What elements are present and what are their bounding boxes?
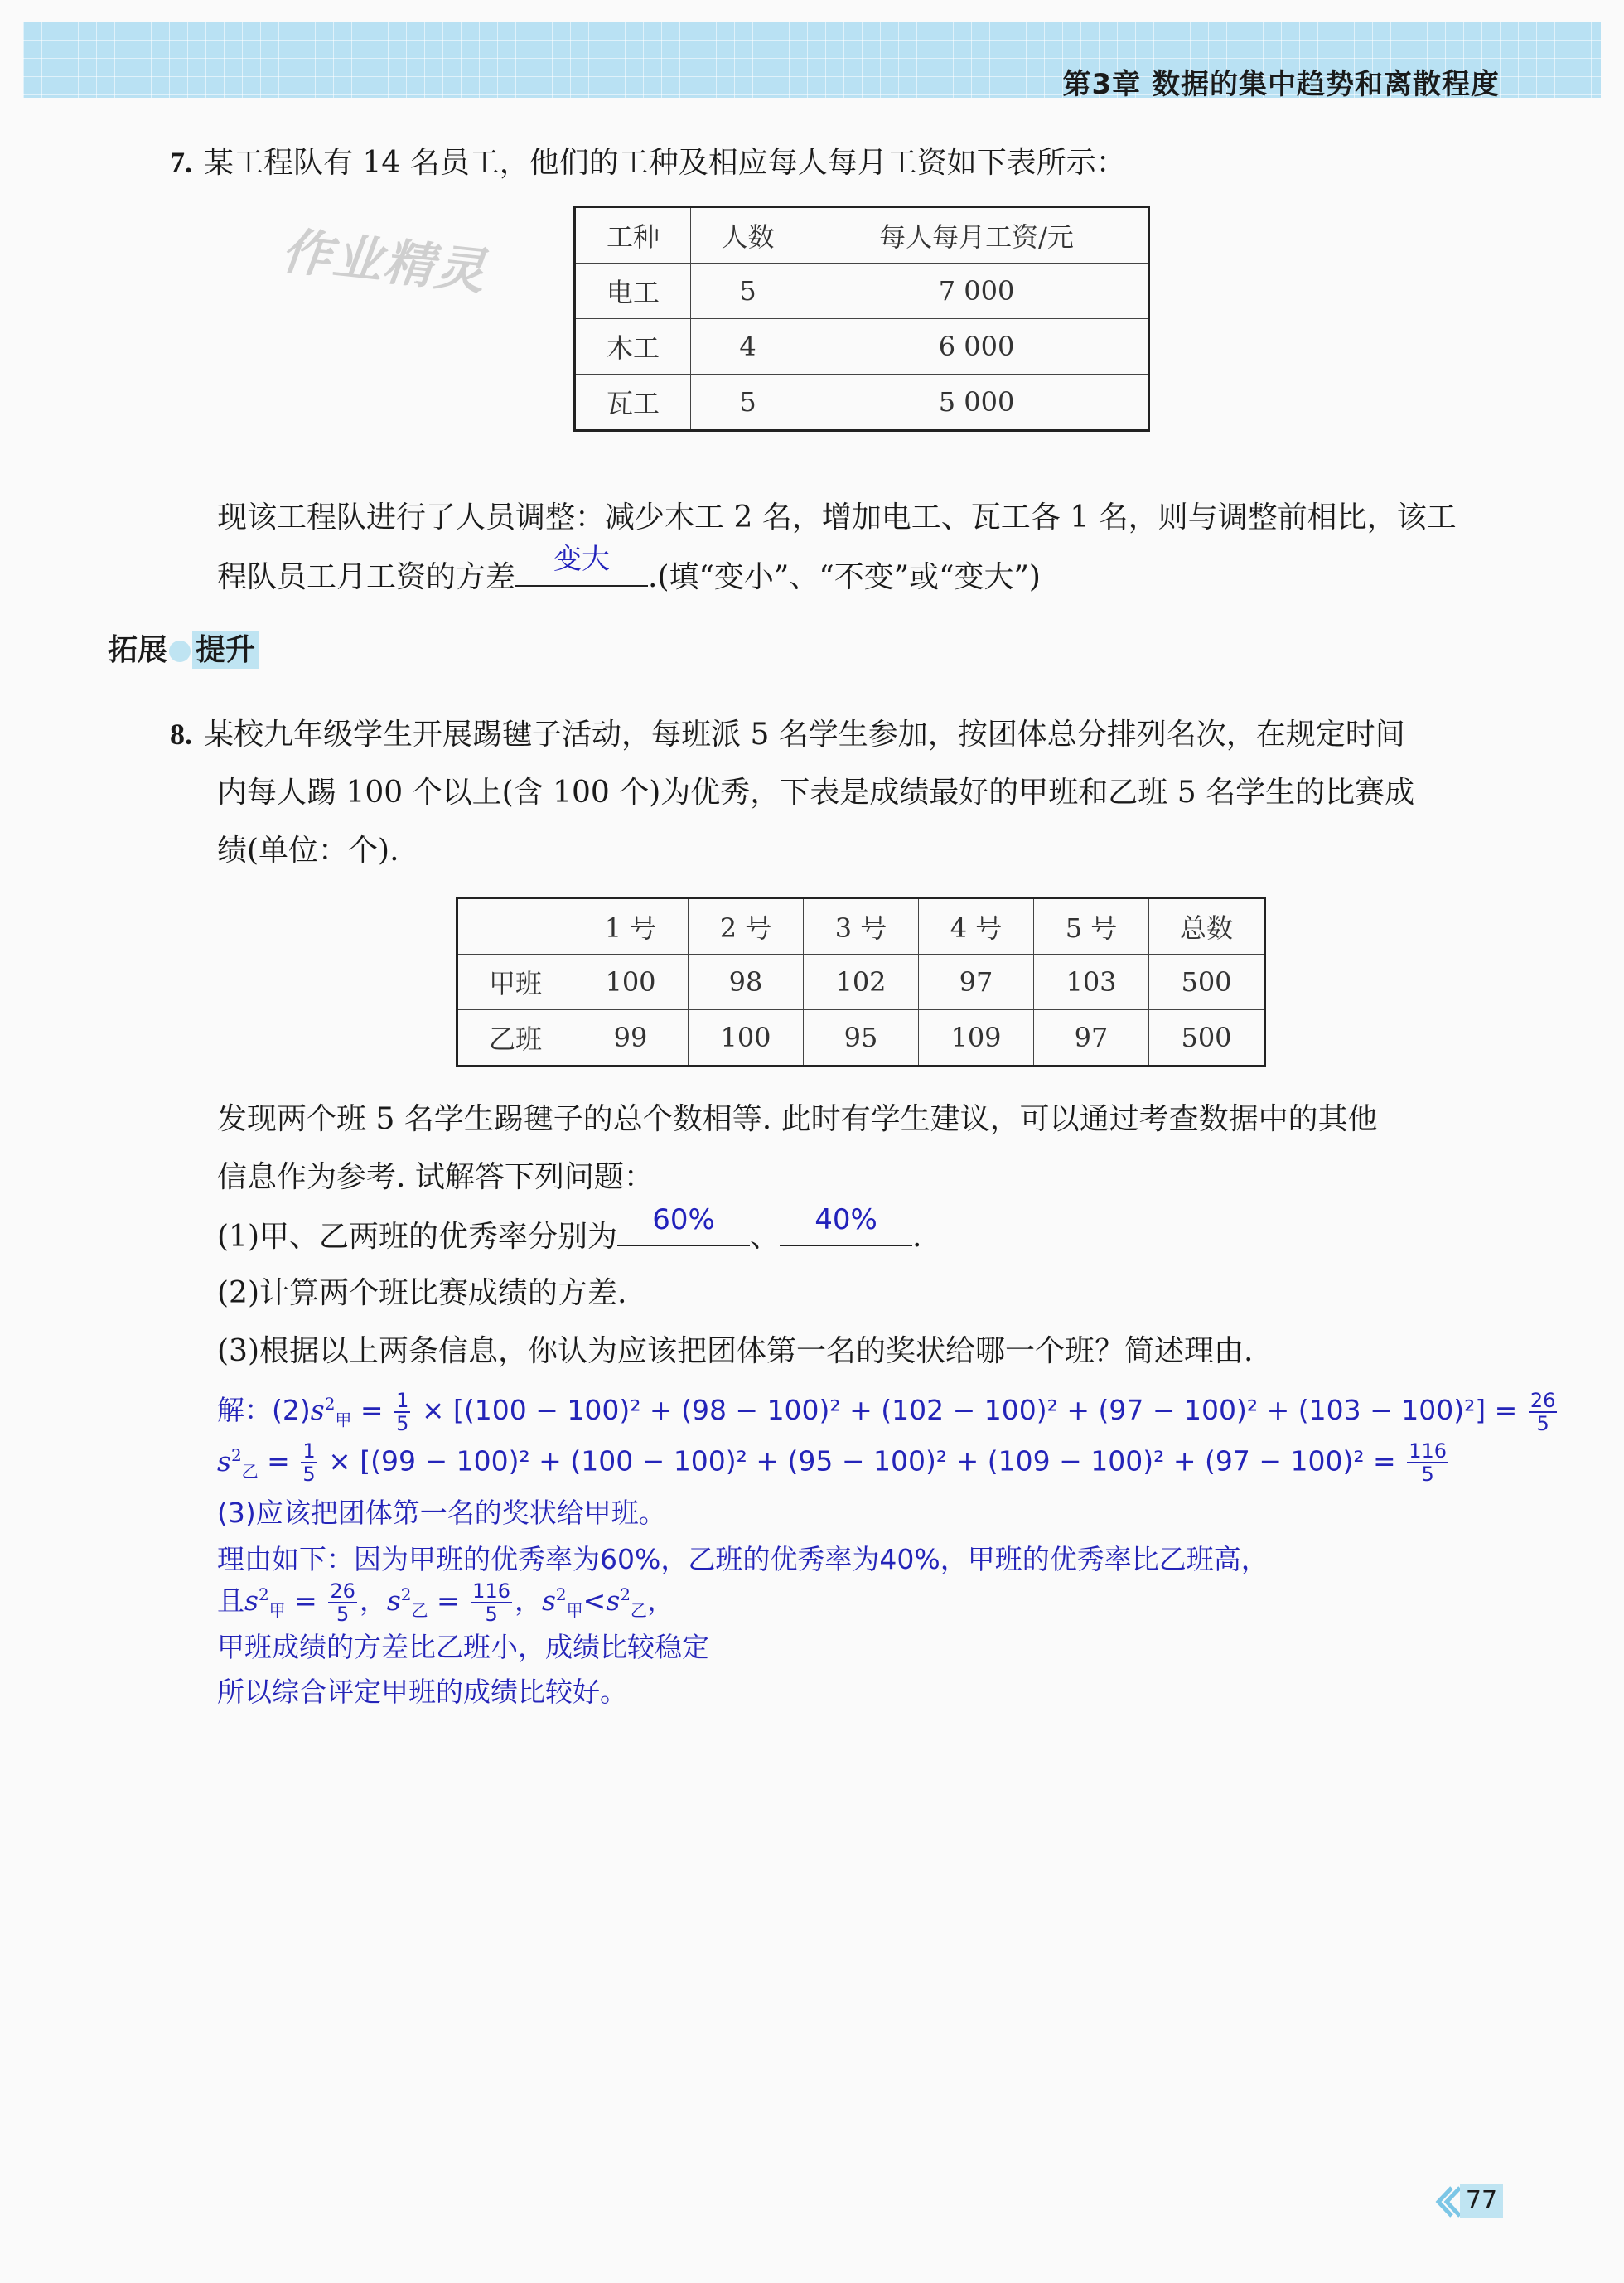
solution-line-6: 甲班成绩的方差比乙班小，成绩比较稳定 — [217, 1631, 709, 1663]
variance-yi-sum: [(99 − 100)² + (100 − 100)² + (95 − 100)² + (109 − 100)² + (97 − 100)² = — [360, 1444, 1405, 1478]
fraction-denominator: 5 — [485, 1602, 498, 1626]
symbol-s: s — [606, 1584, 621, 1617]
q7-line2 — [217, 543, 1041, 596]
table-row — [457, 898, 1265, 955]
symbol-sub-jia: 甲 — [335, 1410, 352, 1430]
symbol-s: s — [541, 1584, 556, 1617]
fraction-numerator: 26 — [1530, 1388, 1556, 1412]
variance-jia-sum: [(100 − 100)² + (98 − 100)² + (102 − 100)² + (97 − 100)² + (103 − 100)²] = — [452, 1394, 1526, 1426]
symbol-sub-yi: 乙 — [630, 1600, 647, 1621]
fraction-numerator: 26 — [330, 1579, 355, 1603]
comma: ， — [514, 1584, 542, 1617]
table-cell: 5 000 — [805, 375, 1149, 431]
q7-answer: 变大 — [553, 543, 611, 576]
table-cell: 100 — [689, 1010, 804, 1067]
fraction-variance-yi — [1407, 1440, 1448, 1485]
q8-sub1-blank-1 — [617, 1203, 750, 1246]
table-cell: 109 — [919, 1010, 1034, 1067]
symbol-exp: 2 — [230, 1444, 242, 1465]
q8-sub2: (2)计算两个班比赛成绩的方差. — [217, 1276, 627, 1310]
fraction-numerator: 1 — [396, 1388, 409, 1412]
q7-number: 7. — [170, 146, 192, 179]
symbol-s-jia — [310, 1394, 352, 1430]
symbol-exp: 2 — [620, 1584, 631, 1604]
equals-sign: = — [258, 1444, 299, 1478]
q7-line1: 现该工程队进行了人员调整：减少木工 2 名，增加电工、瓦工各 1 名，则与调整前相比，该工 — [217, 501, 1457, 534]
q8-sub1-blank-2 — [780, 1203, 912, 1246]
symbol-sub-jia: 甲 — [268, 1600, 286, 1621]
chapter-title: 第3章 数据的集中趋势和离散程度 — [1062, 68, 1500, 101]
q7-line2-post: .(填“变小”、“不变”或“变大”) — [648, 560, 1041, 594]
times-sign: × — [319, 1444, 360, 1478]
q8-sub1-sep: 、 — [750, 1220, 781, 1254]
symbol-s: s — [386, 1584, 401, 1617]
table-header-cell: 总数 — [1149, 898, 1265, 955]
symbol-exp: 2 — [258, 1584, 269, 1604]
table-cell: 500 — [1149, 955, 1265, 1010]
table-cell: 5 — [691, 264, 805, 319]
symbol-s-jia — [244, 1584, 286, 1621]
fraction-denominator: 5 — [302, 1463, 316, 1486]
symbol-s-yi — [217, 1444, 259, 1482]
table-header-cell — [457, 898, 573, 955]
q8-line1 — [170, 711, 1405, 753]
symbol-s-yi — [606, 1584, 647, 1621]
solution-line-2 — [217, 1440, 1451, 1485]
symbol-exp: 2 — [555, 1584, 567, 1604]
table-row — [457, 955, 1265, 1010]
q7-answer-blank — [515, 543, 648, 587]
q8-line2: 内每人踢 100 个以上(含 100 个)为优秀，下表是成绩最好的甲班和乙班 5 名学生的比赛成 — [217, 776, 1415, 810]
table-cell: 97 — [1034, 1010, 1149, 1067]
table-row — [575, 319, 1149, 375]
table-cell: 木工 — [575, 319, 691, 375]
table-cell: 99 — [573, 1010, 689, 1067]
q8-line3: 绩(单位：个). — [217, 834, 399, 868]
table-cell: 5 — [691, 375, 805, 431]
table-cell: 甲班 — [457, 955, 573, 1010]
fraction-numerator: 1 — [302, 1439, 316, 1463]
fraction-denominator: 5 — [1421, 1463, 1434, 1486]
table-header-cell: 人数 — [691, 207, 805, 264]
symbol-s-jia — [541, 1584, 583, 1621]
times-sign: × — [413, 1394, 453, 1426]
fraction-numerator: 116 — [1409, 1439, 1447, 1463]
table-cell: 98 — [689, 955, 804, 1010]
solution-line-1 — [217, 1389, 1559, 1434]
q8-number: 8. — [170, 718, 192, 751]
fraction-variance-yi — [471, 1580, 512, 1625]
less-than-sign: < — [582, 1584, 607, 1617]
table-cell: 6 000 — [805, 319, 1149, 375]
q8-sub1 — [217, 1203, 922, 1255]
fraction-variance-jia — [1529, 1390, 1558, 1434]
fraction-numerator: 116 — [472, 1579, 510, 1603]
solution-line-4: 理由如下：因为甲班的优秀率为60%，乙班的优秀率为40%，甲班的优秀率比乙班高， — [217, 1543, 1269, 1575]
table-cell: 100 — [573, 955, 689, 1010]
table-cell: 4 — [691, 319, 805, 375]
fraction-denominator: 5 — [336, 1602, 350, 1626]
table-cell: 电工 — [575, 264, 691, 319]
q8-after1: 发现两个班 5 名学生踢毽子的总个数相等. 此时有学生建议，可以通过考查数据中的其他 — [217, 1102, 1378, 1136]
solution-line-7: 所以综合评定甲班的成绩比较好。 — [217, 1676, 627, 1708]
q8-sub1-pre: (1)甲、乙两班的优秀率分别为 — [217, 1220, 617, 1254]
symbol-exp: 2 — [400, 1584, 412, 1604]
section-heading-right: 提升 — [192, 631, 259, 669]
q7-line2-pre: 程队员工月工资的方差 — [217, 560, 516, 594]
symbol-sub-yi: 乙 — [411, 1600, 428, 1621]
fraction-denominator: 5 — [1536, 1411, 1549, 1435]
table-row — [457, 1010, 1265, 1067]
q8-sub1-answer-2: 40% — [814, 1203, 877, 1236]
symbol-sub-yi: 乙 — [241, 1461, 259, 1482]
table-cell: 7 000 — [805, 264, 1149, 319]
solution-line-3: (3)应该把团体第一名的奖状给甲班。 — [217, 1497, 666, 1529]
section-heading — [108, 626, 259, 669]
q7-stem-text: 某工程队有 14 名员工，他们的工种及相应每人每月工资如下表所示： — [204, 146, 1126, 180]
fraction-denominator: 5 — [396, 1411, 409, 1435]
table-header-cell: 2 号 — [689, 898, 804, 955]
watermark: 作业精灵 — [278, 222, 490, 302]
table-header-cell: 5 号 — [1034, 898, 1149, 955]
symbol-s: s — [217, 1444, 231, 1478]
page-number: 77 — [1460, 2184, 1503, 2218]
fraction-one-fifth — [301, 1440, 317, 1485]
table-row — [575, 207, 1149, 264]
table-header-cell: 1 号 — [573, 898, 689, 955]
symbol-s: s — [244, 1584, 259, 1617]
q8-table — [456, 897, 1266, 1067]
q8-after2: 信息作为参考. 试解答下列问题： — [217, 1160, 654, 1194]
q8-line1-text: 某校九年级学生开展踢毽子活动，每班派 5 名学生参加，按团体总分排列名次，在规定时间 — [204, 718, 1405, 752]
symbol-exp: 2 — [324, 1394, 336, 1414]
q8-sub1-answer-1: 60% — [652, 1203, 715, 1236]
solution-qie: 且 — [217, 1584, 244, 1617]
symbol-s: s — [310, 1394, 325, 1426]
equals-sign: = — [285, 1584, 326, 1617]
section-decoration-icon — [169, 641, 191, 662]
equals-sign: = — [351, 1394, 393, 1426]
table-cell: 97 — [919, 955, 1034, 1010]
table-cell: 500 — [1149, 1010, 1265, 1067]
table-cell: 102 — [804, 955, 919, 1010]
table-cell: 乙班 — [457, 1010, 573, 1067]
table-header-cell: 工种 — [575, 207, 691, 264]
symbol-sub-jia: 甲 — [566, 1600, 583, 1621]
comma: ， — [646, 1584, 674, 1617]
equals-sign: = — [428, 1584, 469, 1617]
table-row — [575, 375, 1149, 431]
table-header-cell: 每人每月工资/元 — [805, 207, 1149, 264]
table-cell: 瓦工 — [575, 375, 691, 431]
fraction-variance-jia — [328, 1580, 357, 1625]
table-header-cell: 4 号 — [919, 898, 1034, 955]
table-header-cell: 3 号 — [804, 898, 919, 955]
q7-table — [573, 206, 1150, 432]
comma: ， — [359, 1584, 387, 1617]
solution-label: 解：(2) — [217, 1394, 311, 1426]
table-cell: 95 — [804, 1010, 919, 1067]
q8-sub1-post: . — [912, 1220, 922, 1254]
symbol-s-yi — [386, 1584, 428, 1621]
solution-line-5 — [217, 1579, 674, 1625]
fraction-one-fifth — [394, 1390, 410, 1434]
q8-sub3: (3)根据以上两条信息，你认为应该把团体第一名的奖状给哪一个班？简述理由. — [217, 1334, 1254, 1368]
section-heading-left: 拓展 — [108, 633, 168, 667]
table-row — [575, 264, 1149, 319]
table-cell: 103 — [1034, 955, 1149, 1010]
q7-stem — [170, 139, 1126, 181]
